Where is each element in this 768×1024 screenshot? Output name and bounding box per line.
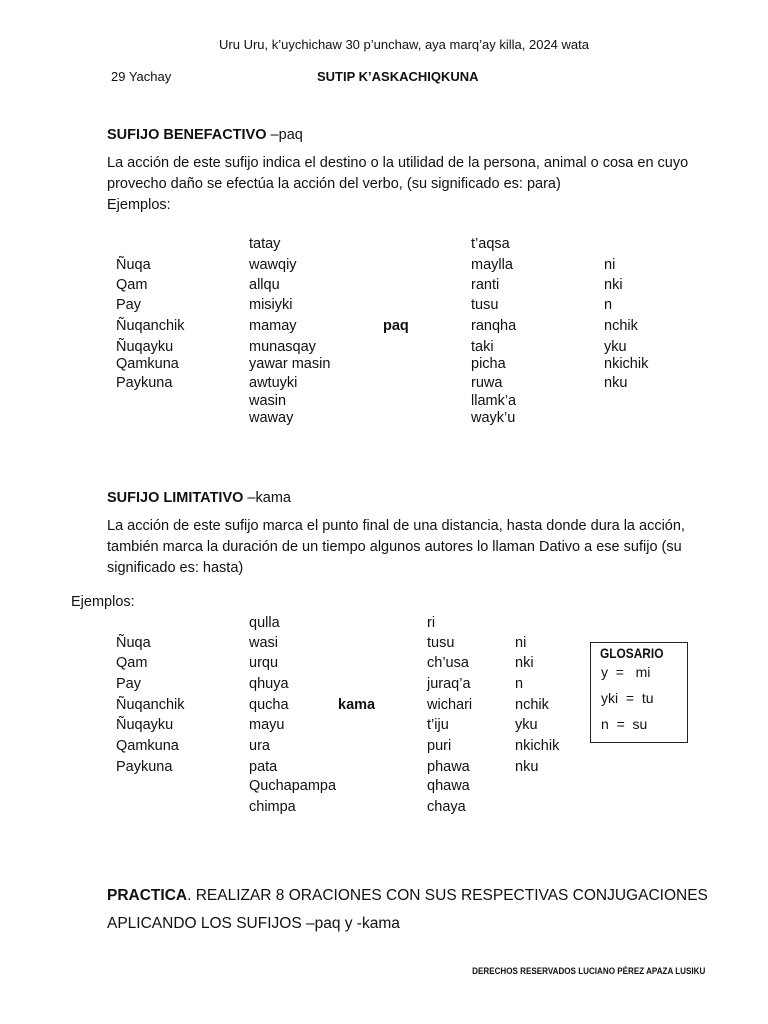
section2-title: SUFIJO LIMITATIVO bbox=[107, 490, 244, 506]
word-cell: qulla bbox=[249, 615, 280, 631]
verb-cell: puri bbox=[427, 738, 452, 754]
pronoun-cell: Qamkuna bbox=[116, 738, 179, 754]
document-header: Uru Uru, k’uychichaw 30 p’unchaw, aya marq’ay killa, 2024 wata bbox=[219, 37, 589, 52]
copyright-footer: DERECHOS RESERVADOS LUCIANO PÉREZ APAZA LUSIKU bbox=[471, 966, 705, 977]
pronoun-cell: Ñuqayku bbox=[116, 339, 174, 355]
practice-text: . REALIZAR 8 ORACIONES CON SUS RESPECTIVAS CONJUGACIONES APLICANDO LOS SUFIJOS –paq y -kama bbox=[107, 887, 708, 932]
word-cell: wawqiy bbox=[249, 257, 297, 273]
verb-cell: maylla bbox=[471, 257, 513, 273]
section1-paragraph-text: La acción de este sufijo indica el destino o la utilidad de la persona, animal o cosa en cuyo provecho daño se efectúa la acción del verbo, (su significado es: para) bbox=[107, 155, 689, 192]
verb-cell: ch’usa bbox=[427, 655, 469, 671]
ending-cell: nchik bbox=[515, 697, 549, 713]
verb-cell: tusu bbox=[427, 635, 455, 651]
pronoun-cell: Qam bbox=[116, 277, 148, 293]
pronoun-cell: Ñuqanchik bbox=[116, 697, 185, 713]
pronoun-cell: Pay bbox=[116, 676, 141, 692]
word-cell: mamay bbox=[249, 318, 297, 334]
word-cell: misiyki bbox=[249, 297, 293, 313]
ending-cell: nki bbox=[604, 277, 623, 293]
pronoun-cell: Paykuna bbox=[116, 759, 173, 775]
verb-cell: ri bbox=[427, 615, 436, 631]
ending-cell: nkichik bbox=[515, 738, 560, 754]
word-cell: wasin bbox=[249, 393, 287, 409]
ending-cell: n bbox=[515, 676, 524, 692]
section1-heading bbox=[107, 127, 303, 143]
pronoun-cell: Qam bbox=[116, 655, 148, 671]
pronoun-cell: Ñuqa bbox=[116, 635, 151, 651]
word-cell: qhuya bbox=[249, 676, 289, 692]
verb-cell: tusu bbox=[471, 297, 499, 313]
word-cell: Quchapampa bbox=[249, 778, 337, 794]
word-cell: yawar masin bbox=[249, 356, 331, 372]
ending-cell: ni bbox=[515, 635, 527, 651]
glossary-line: yki = tu bbox=[601, 690, 654, 706]
ending-cell: ni bbox=[604, 257, 616, 273]
section2-heading bbox=[107, 490, 291, 506]
verb-cell: picha bbox=[471, 356, 506, 372]
glossary-box bbox=[590, 642, 688, 743]
glossary-line: y = mi bbox=[601, 664, 651, 680]
word-cell: urqu bbox=[249, 655, 279, 671]
verb-cell: qhawa bbox=[427, 778, 470, 794]
verb-cell: wayk’u bbox=[471, 410, 516, 426]
word-cell: awtuyki bbox=[249, 375, 298, 391]
section2-suffix-mid: kama bbox=[338, 697, 376, 713]
section2-examples-label: Ejemplos: bbox=[71, 594, 135, 610]
word-cell: mayu bbox=[249, 717, 285, 733]
verb-cell: t’iju bbox=[427, 717, 449, 733]
pronoun-cell: Ñuqa bbox=[116, 257, 151, 273]
practice-bold: PRACTICA bbox=[107, 887, 188, 904]
verb-cell: llamk’a bbox=[471, 393, 517, 409]
pronoun-cell: Paykuna bbox=[116, 375, 173, 391]
section1-paragraph bbox=[107, 153, 707, 216]
verb-cell: ruwa bbox=[471, 375, 503, 391]
word-cell: chimpa bbox=[249, 799, 296, 815]
verb-cell: chaya bbox=[427, 799, 466, 815]
ending-cell: n bbox=[604, 297, 613, 313]
document-title: SUTIP K’ASKACHIQKUNA bbox=[317, 69, 479, 84]
pronoun-cell: Ñuqayku bbox=[116, 717, 174, 733]
section1-examples-label: Ejemplos: bbox=[107, 197, 171, 213]
word-cell: allqu bbox=[249, 277, 280, 293]
word-cell: qucha bbox=[249, 697, 289, 713]
verb-cell: phawa bbox=[427, 759, 470, 775]
word-cell: pata bbox=[249, 759, 278, 775]
glossary-line: n = su bbox=[601, 716, 648, 732]
ending-cell: nku bbox=[604, 375, 628, 391]
section1-suffix: –paq bbox=[266, 127, 303, 143]
verb-cell: wichari bbox=[427, 697, 473, 713]
verb-cell: ranqha bbox=[471, 318, 517, 334]
practice-instructions bbox=[107, 882, 727, 938]
pronoun-cell: Pay bbox=[116, 297, 141, 313]
date-label: 29 Yachay bbox=[111, 69, 172, 84]
section2-paragraph: La acción de este sufijo marca el punto final de una distancia, hasta donde dura la acción, también marca la duración de un tiempo algunos autores lo llaman Dativo a ese sufijo (su significado es: hasta) bbox=[107, 518, 685, 576]
verb-cell: taki bbox=[471, 339, 494, 355]
glossary-title: GLOSARIO bbox=[600, 645, 664, 661]
section1-suffix-mid: paq bbox=[383, 318, 409, 334]
ending-cell: nchik bbox=[604, 318, 638, 334]
ending-cell: yku bbox=[604, 339, 627, 355]
word-cell: ura bbox=[249, 738, 270, 754]
section2-suffix: –kama bbox=[243, 490, 291, 506]
verb-cell: ranti bbox=[471, 277, 500, 293]
ending-cell: nku bbox=[515, 759, 539, 775]
word-cell: waway bbox=[249, 410, 294, 426]
ending-cell: nkichik bbox=[604, 356, 649, 372]
word-cell: munasqay bbox=[249, 339, 316, 355]
pronoun-cell: Ñuqanchik bbox=[116, 318, 185, 334]
ending-cell: nki bbox=[515, 655, 534, 671]
word-cell: wasi bbox=[249, 635, 279, 651]
verb-cell: juraq’a bbox=[427, 676, 471, 692]
pronoun-cell: Qamkuna bbox=[116, 356, 179, 372]
section1-title: SUFIJO BENEFACTIVO bbox=[107, 127, 267, 143]
word-cell: tatay bbox=[249, 236, 281, 252]
verb-cell: t’aqsa bbox=[471, 236, 510, 252]
ending-cell: yku bbox=[515, 717, 538, 733]
